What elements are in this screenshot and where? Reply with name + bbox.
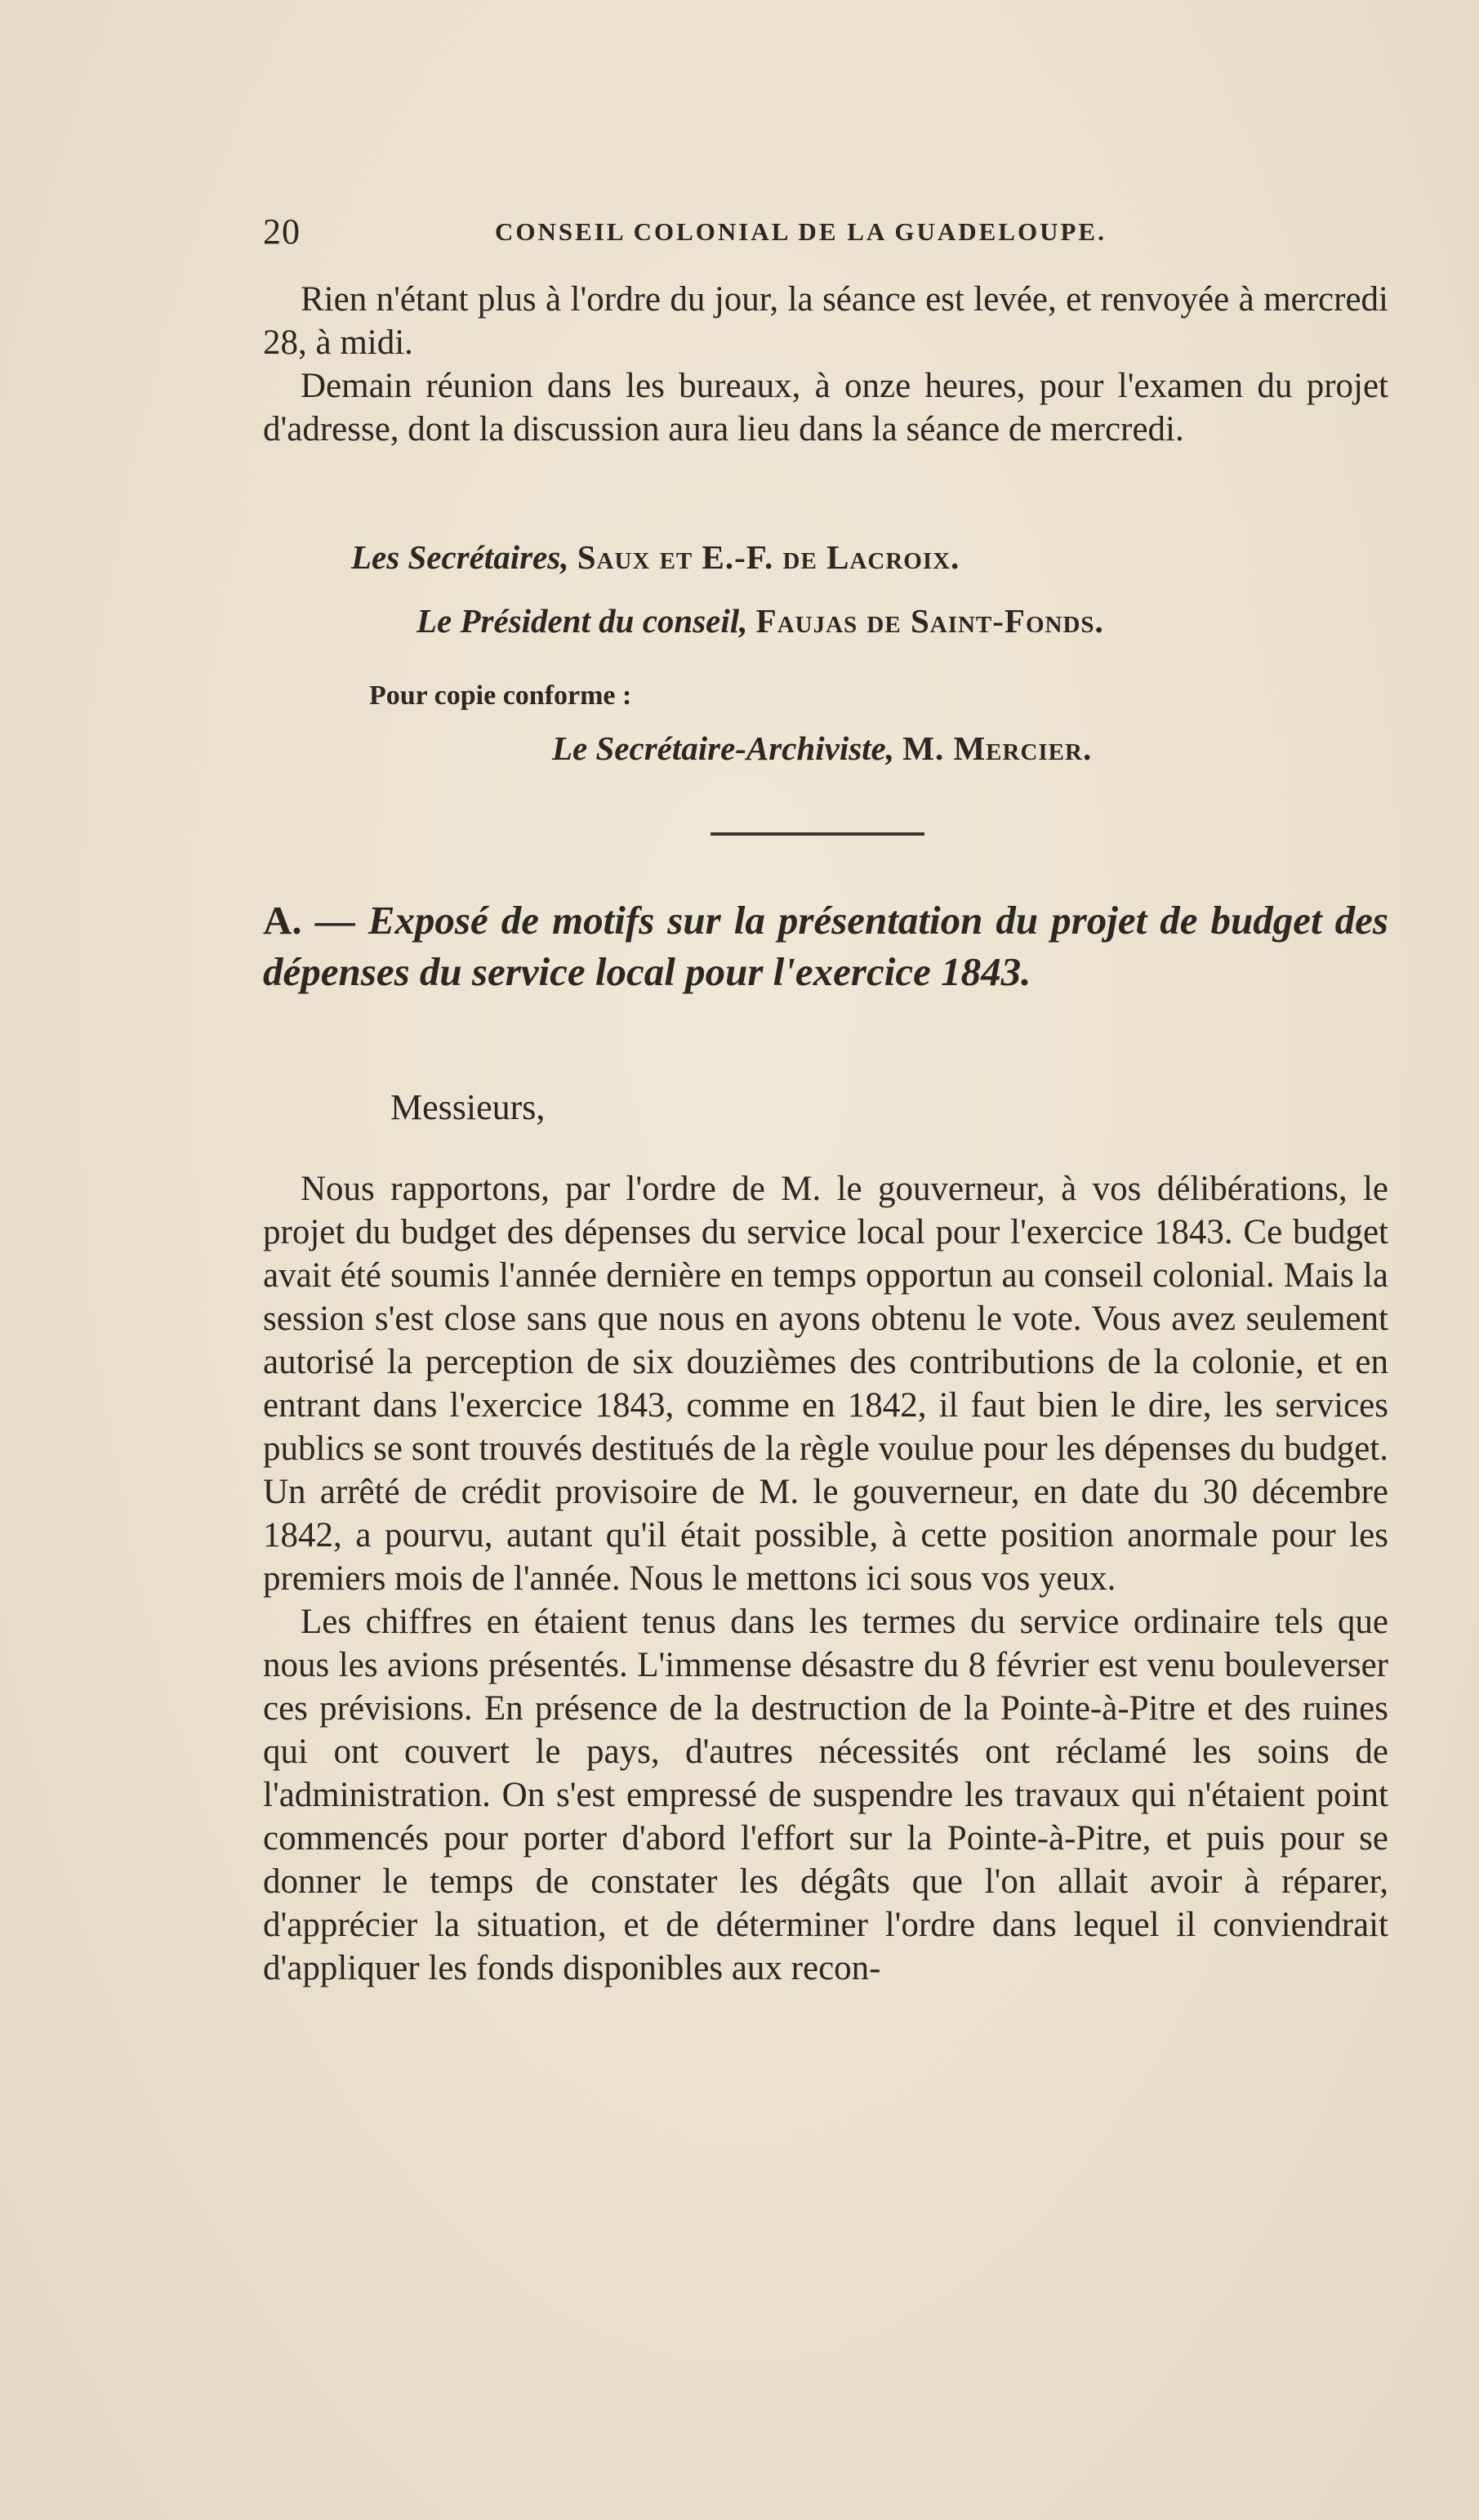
secretaries-title: Les Secrétaires, [351,538,569,576]
section-divider [711,832,924,836]
body-paragraph-1: Nous rapportons, par l'ordre de M. le gouverneur, à vos délibérations, le projet du budget des dépenses du service local pour l'exercice 1843. Ce budget avait été soumis l'année dernière en temps opportun au conseil colonial. Mais la session s'est close sans que nous en ayons obtenu le vote. Vous avez seulement autorisé la perception de six douzièmes des contributions de la colonie, et en entrant dans l'exercice 1843, comme en 1842, il faut bien le dire, les services publics se sont trouvés destitués de la règle voulue pour les dépenses du budget. Un arrêté de crédit provisoire de M. le gouverneur, en date du 30 décembre 1842, a pourvu, autant qu'il était possible, à cette position anormale pour les premiers mois de l'année. Nous le mettons ici sous vos yeux. [263,1170,1388,1598]
body-text [263,1167,1388,1990]
adjournment-paragraph: Rien n'étant plus à l'ordre du jour, la séance est levée, et renvoyée à mercredi 28, à midi. [263,280,1388,362]
archivist-title: Le Secrétaire-Archiviste, [552,729,895,767]
president-title: Le Président du conseil, [417,602,748,640]
president-name: Faujas de Saint-Fonds. [755,602,1104,640]
page-number: 20 [263,212,301,252]
body-paragraph-2: Les chiffres en étaient tenus dans les termes du service ordinaire tels que nous les avions présentés. L'immense désastre du 8 février est venu bouleverser ces prévisions. En présence de la destruction de la Pointe-à-Pitre et des ruines qui ont couvert le pays, d'autres nécessités ont réclamé les soins de l'administration. On s'est empressé de suspendre les travaux qui n'étaient point commencés pour porter d'abord l'effort sur la Pointe-à-Pitre, et puis pour se donner le temps de constater les dégâts que l'on allait avoir à réparer, d'apprécier la situation, et de déterminer l'ordre dans lequel il conviendrait d'appliquer les fonds disponibles aux recon- [263,1603,1388,1987]
secretaries-names: Saux et E.-F. de Lacroix. [577,538,960,576]
salutation: Messieurs, [390,1087,546,1127]
section-title-text: Exposé de motifs sur la présentation du projet de budget des dépenses du service local pour l'exercice 1843. [263,898,1389,994]
meeting-notice-paragraph: Demain réunion dans les bureaux, à onze heures, pour l'examen du projet d'adresse, dont la discussion aura lieu dans la séance de mercredi. [263,367,1388,448]
section-label: A. — [263,898,355,943]
page-header [263,211,1390,260]
running-title: CONSEIL COLONIAL DE LA GUADELOUPE. [495,217,1107,246]
archivist-signature [552,729,1092,768]
president-signature [417,601,1104,640]
certified-copy-note: Pour copie conforme : [369,680,632,711]
section-heading [263,894,1388,997]
archivist-name: M. Mercier. [902,729,1093,767]
closing-paragraphs [263,278,1388,451]
secretaries-signature [351,537,960,577]
